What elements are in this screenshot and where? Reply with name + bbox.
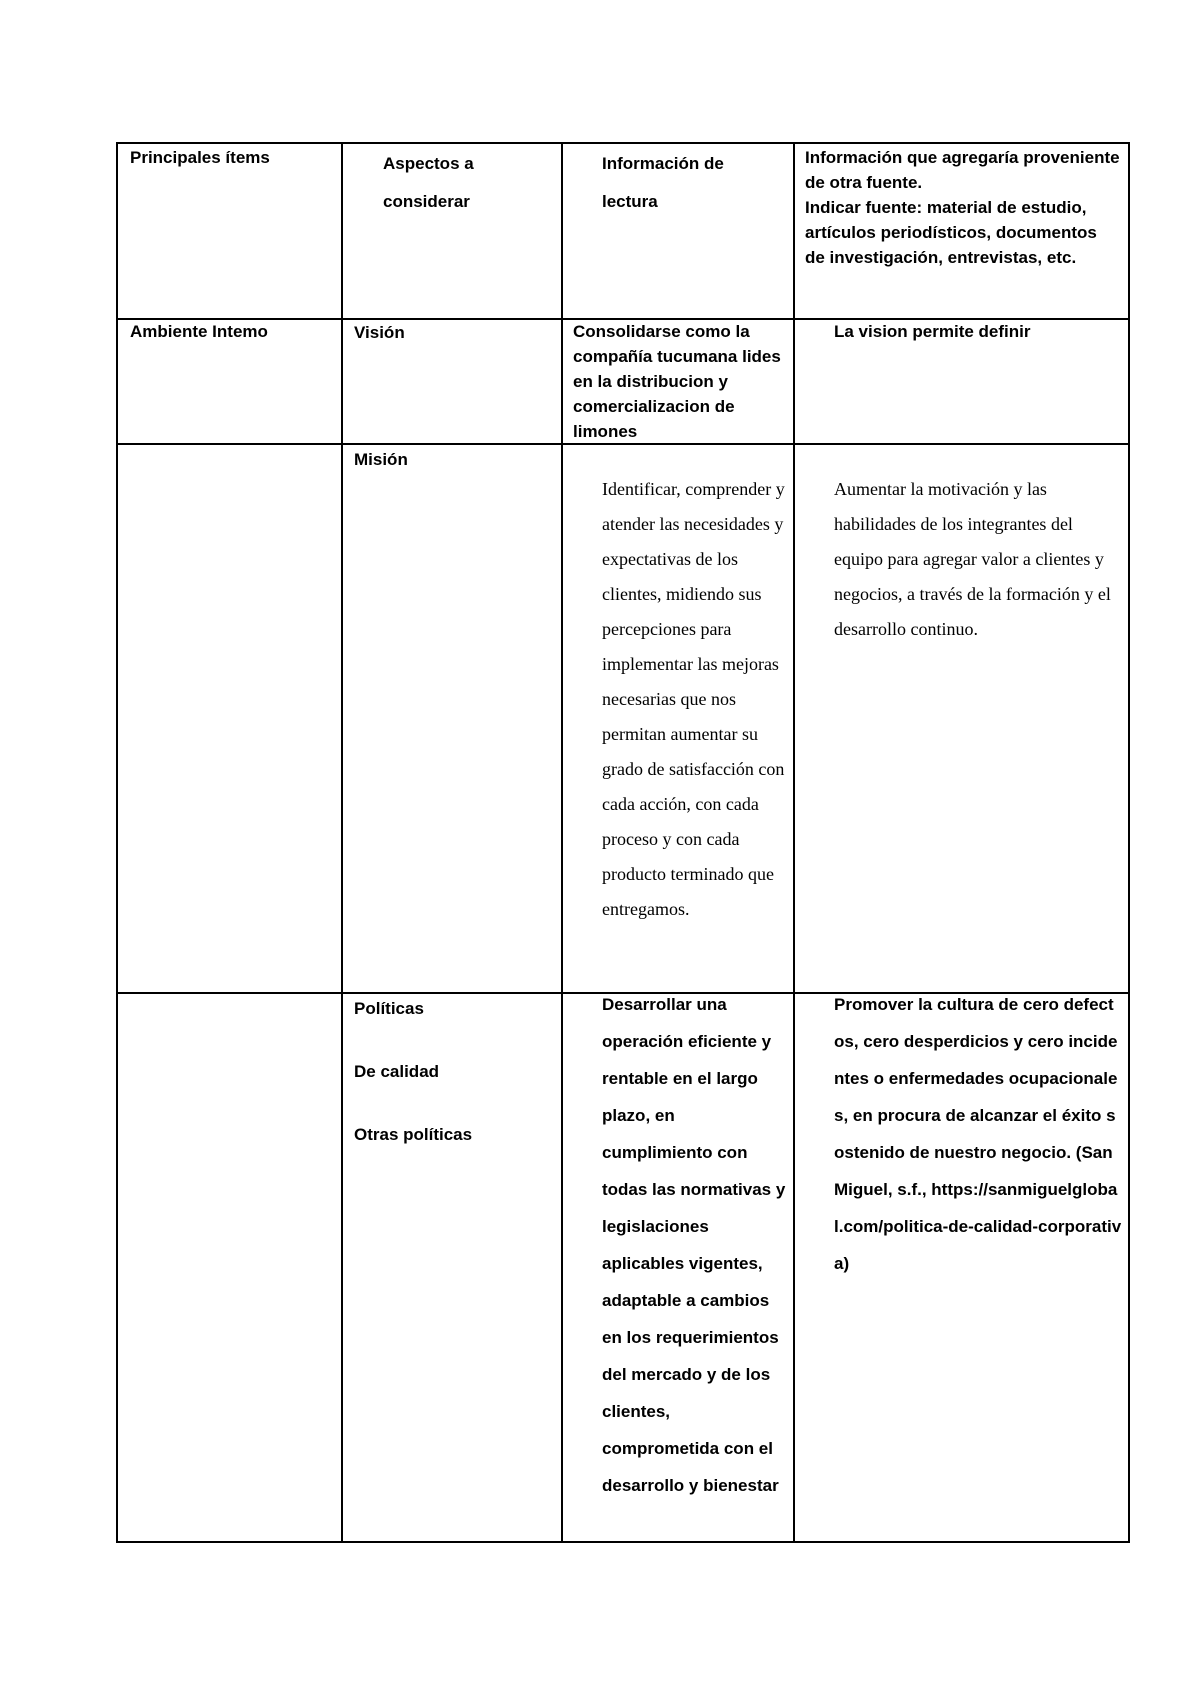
row-lectura-vision: Consolidarse como la compañía tucumana lides en la distribucion y comercializacion de limones (573, 322, 781, 441)
row-lectura-politicas: Desarrollar una operación eficiente y rentable en el largo plazo, en cumplimiento con todas las normativas y legislaciones aplicables vigentes, adaptable a cambios en los requerimientos del mercado y de los clientes, comprometida con el desarrollo y bienestar (602, 995, 786, 1495)
table-rule (341, 142, 343, 1543)
table-rule (793, 142, 795, 1543)
row-aspecto-mision: Misión (354, 450, 408, 469)
de-calidad-label: De calidad (354, 1062, 440, 1081)
row-fuente-vision: La vision permite definir (834, 322, 1031, 341)
table-rule (116, 142, 118, 1543)
row-aspecto-vision: Visión (354, 323, 405, 342)
header-principales-items: Principales ítems (130, 148, 270, 167)
row-aspecto-politicas (354, 996, 549, 1147)
header-aspectos: Aspectos a considerar (383, 154, 474, 211)
row-item-ambiente: Ambiente Intemo (130, 322, 268, 341)
row-fuente-politicas: Promover la cultura de cero defectos, cero desperdicios y cero incidentes o enfermedades ocupacionales, en procura de alcanzar el éxito sostenido de nuestro negocio. (San Miguel, s.f., https://sanmiguelglobal.com/politica-de-calidad-corporativa) (834, 995, 1122, 1273)
otras-politicas-label: Otras políticas (354, 1125, 473, 1144)
table-rule (561, 142, 563, 1543)
table-rule (116, 1541, 1130, 1543)
table-rule (116, 142, 1130, 144)
header-otra-fuente: Información que agregaría proveniente de otra fuente. Indicar fuente: material de estudio, artículos periodísticos, documentos de investigación, entrevistas, etc. (805, 148, 1120, 267)
row-lectura-mision: Identificar, comprender y atender las necesidades y expectativas de los clientes, midiendo sus percepciones para implementar las mejoras necesarias que nos permitan aumentar su grado de satisfacción con cada acción, con cada proceso y con cada producto terminado que entregamos. (602, 479, 785, 919)
table-rule (1128, 142, 1130, 1543)
politicas-label: Políticas (354, 999, 424, 1018)
header-informacion-lectura: Información de lectura (602, 154, 724, 211)
row-fuente-mision: Aumentar la motivación y las habilidades de los integrantes del equipo para agregar valor a clientes y negocios, a través de la formación y el desarrollo continuo. (834, 479, 1111, 639)
